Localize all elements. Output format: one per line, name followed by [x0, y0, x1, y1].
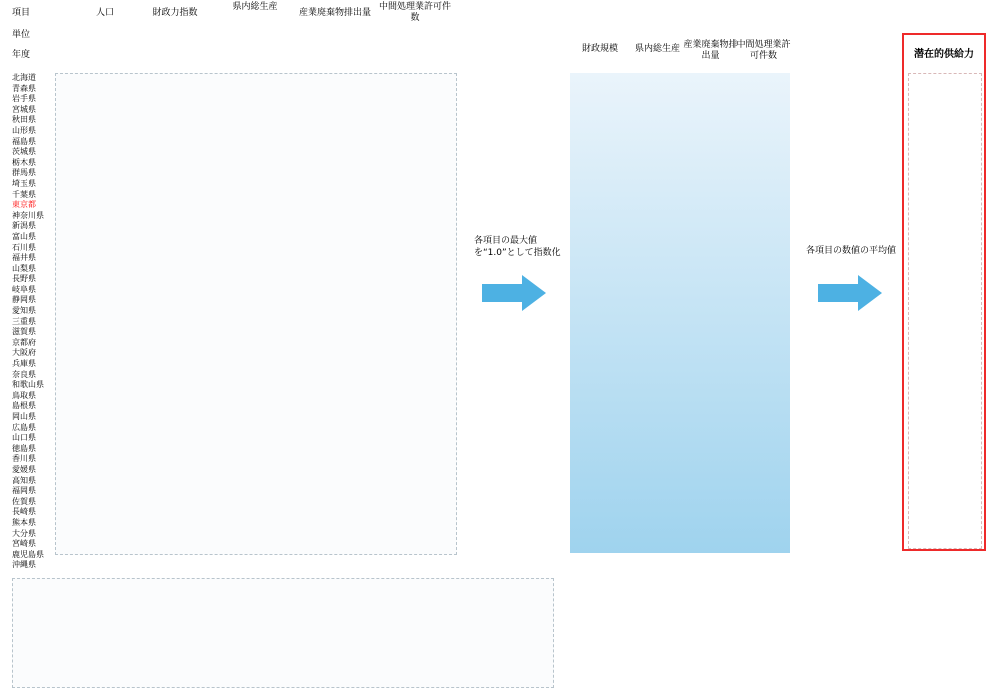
- index-header-fiscal: 財政規模: [581, 44, 618, 54]
- header-population: 人口: [95, 8, 114, 18]
- prefecture-name: 福島県: [12, 136, 36, 146]
- prefecture-name: 沖縄県: [12, 560, 36, 570]
- prefecture-name: 京都府: [12, 337, 36, 347]
- prefecture-name: 島根県: [12, 401, 36, 411]
- prefecture-name: 千葉県: [12, 189, 36, 199]
- prefecture-name: 三重県: [12, 316, 36, 326]
- prefecture-name: 長崎県: [12, 507, 36, 517]
- prefecture-name: 香川県: [12, 454, 36, 464]
- prefecture-name: 秋田県: [12, 115, 36, 125]
- prefecture-name: 岩手県: [12, 94, 36, 104]
- index-header-waste: 産業廃棄物排出量: [683, 40, 738, 61]
- prefecture-name: 埼玉県: [12, 178, 36, 188]
- index-header-permits: 中間処理業許可件数: [736, 40, 791, 61]
- prefecture-name: 愛知県: [12, 306, 36, 316]
- arrow-normalize: [482, 275, 546, 311]
- header-fiscal-index: 財政力指数: [152, 8, 198, 18]
- prefecture-name: 岡山県: [12, 412, 36, 421]
- arrow-average-label: 各項目の数値の平均値: [806, 246, 897, 256]
- prefecture-name: 佐賀県: [12, 496, 36, 506]
- prefecture-name: 静岡県: [12, 295, 36, 305]
- prefecture-name: 広島県: [12, 422, 36, 432]
- header-waste: 産業廃棄物排出量: [298, 8, 371, 18]
- prefecture-name: 宮城県: [12, 104, 36, 114]
- right-arrow-icon: [482, 275, 546, 311]
- potential-values-area: [908, 73, 982, 549]
- prefecture-name: 熊本県: [12, 517, 36, 527]
- prefecture-name: 奈良県: [12, 369, 36, 379]
- prefecture-name: 鹿児島県: [12, 549, 44, 559]
- header-permits: 中間処理業許可件数: [378, 2, 451, 23]
- prefecture-name: 栃木県: [12, 157, 36, 167]
- index-table-area: [570, 73, 790, 553]
- sources-area: [12, 578, 554, 688]
- prefecture-name: 福岡県: [12, 486, 36, 496]
- prefecture-name: 群馬県: [12, 168, 36, 178]
- prefecture-name: 新潟県: [12, 221, 36, 231]
- data-table-area: [55, 73, 457, 555]
- prefecture-name: 青森県: [12, 83, 36, 93]
- prefecture-name: 石川県: [12, 242, 36, 252]
- prefecture-name: 山梨県: [12, 263, 36, 273]
- prefecture-name: 山形県: [12, 125, 36, 135]
- prefecture-name: 富山県: [12, 231, 36, 241]
- prefecture-name: 神奈川県: [12, 210, 44, 220]
- prefecture-name: 徳島県: [12, 443, 36, 453]
- prefecture-name: 北海道: [12, 73, 36, 82]
- arrow-average: [818, 275, 882, 311]
- prefecture-name: 滋賀県: [12, 327, 36, 337]
- prefecture-list: [12, 73, 52, 571]
- prefecture-name: 宮崎県: [12, 539, 36, 549]
- header-item: 項目: [12, 8, 31, 18]
- prefecture-name: 兵庫県: [12, 359, 36, 369]
- prefecture-name: 愛媛県: [12, 464, 36, 474]
- header-unit: 単位: [12, 30, 31, 40]
- prefecture-name: 東京都: [12, 200, 36, 210]
- arrow-normalize-label: 各項目の最大値を“1.0”として指数化: [474, 236, 561, 258]
- potential-frame: [902, 33, 986, 551]
- header-gdp: 県内総生産: [232, 2, 278, 12]
- prefecture-name: 高知県: [12, 475, 36, 485]
- prefecture-name: 福井県: [12, 253, 36, 263]
- right-arrow-icon: [818, 275, 882, 311]
- index-header-gdp: 県内総生産: [634, 44, 680, 54]
- prefecture-name: 大分県: [12, 528, 36, 538]
- prefecture-name: 茨城県: [12, 147, 36, 157]
- prefecture-name: 鳥取県: [12, 390, 36, 400]
- prefecture-name: 和歌山県: [12, 380, 44, 390]
- prefecture-name: 山口県: [12, 433, 36, 443]
- prefecture-name: 大阪府: [12, 348, 36, 358]
- prefecture-name: 長野県: [12, 274, 36, 284]
- potential-title: 潜在的供給力: [914, 49, 974, 60]
- header-year: 年度: [12, 50, 31, 60]
- prefecture-name: 岐阜県: [12, 284, 36, 294]
